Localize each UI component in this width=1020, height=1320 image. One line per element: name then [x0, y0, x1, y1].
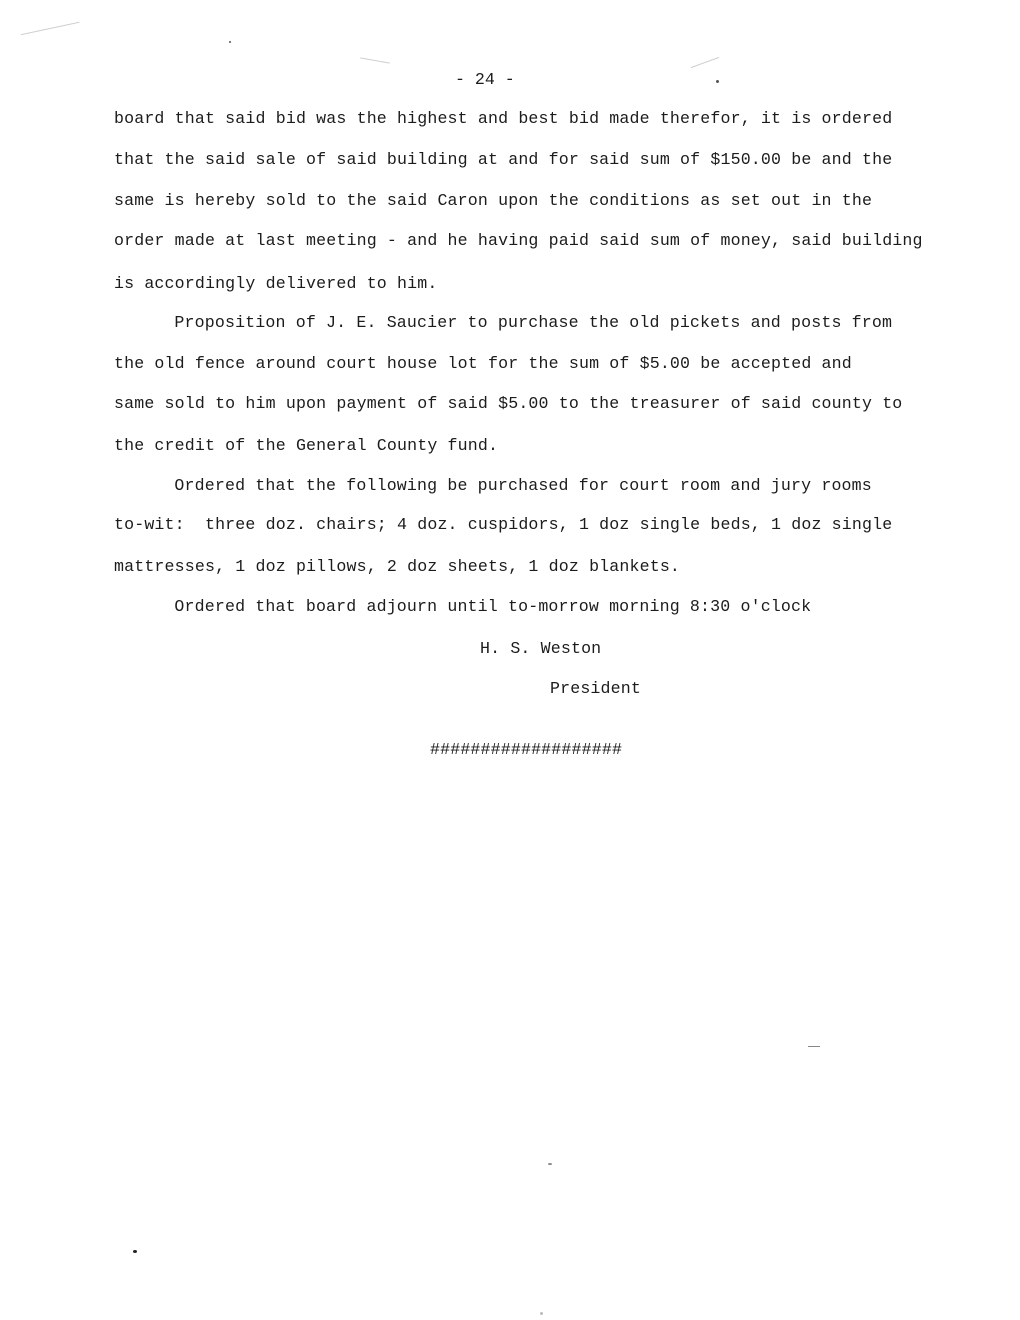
body-line: is accordingly delivered to him. — [114, 274, 438, 293]
body-line: Ordered that the following be purchased for court room and jury rooms — [134, 476, 872, 495]
scan-speck — [716, 80, 719, 83]
body-line: the credit of the General County fund. — [114, 436, 499, 455]
separator-line: ################### — [430, 740, 623, 759]
scan-speck — [548, 1163, 552, 1165]
body-line: the old fence around court house lot for the sum of $5.00 be accepted and — [114, 354, 852, 373]
body-line: order made at last meeting - and he having paid said sum of money, said building — [114, 231, 923, 250]
body-line: same sold to him upon payment of said $5.00 to the treasurer of said county to — [114, 394, 903, 413]
body-line: mattresses, 1 doz pillows, 2 doz sheets, 1 doz blankets. — [114, 557, 681, 576]
body-line: that the said sale of said building at and for said sum of $150.00 be and the — [114, 150, 893, 169]
body-line: to-wit: three doz. chairs; 4 doz. cuspidors, 1 doz single beds, 1 doz single — [114, 515, 893, 534]
body-line: Ordered that board adjourn until to-morrow morning 8:30 o'clock — [134, 597, 812, 616]
scan-mark — [691, 57, 720, 68]
scan-mark — [21, 22, 80, 35]
scan-speck — [540, 1312, 543, 1315]
body-line: Proposition of J. E. Saucier to purchase the old pickets and posts from — [134, 313, 893, 332]
page-number: - 24 - — [455, 70, 515, 89]
body-line: same is hereby sold to the said Caron upon the conditions as set out in the — [114, 191, 873, 210]
body-line: board that said bid was the highest and best bid made therefor, it is ordered — [114, 109, 893, 128]
signature-title: President — [550, 679, 641, 698]
scan-speck — [133, 1250, 137, 1253]
signature-name: H. S. Weston — [480, 639, 602, 658]
scan-mark — [360, 57, 390, 63]
scan-speck — [229, 41, 231, 43]
scan-mark — [808, 1046, 820, 1047]
